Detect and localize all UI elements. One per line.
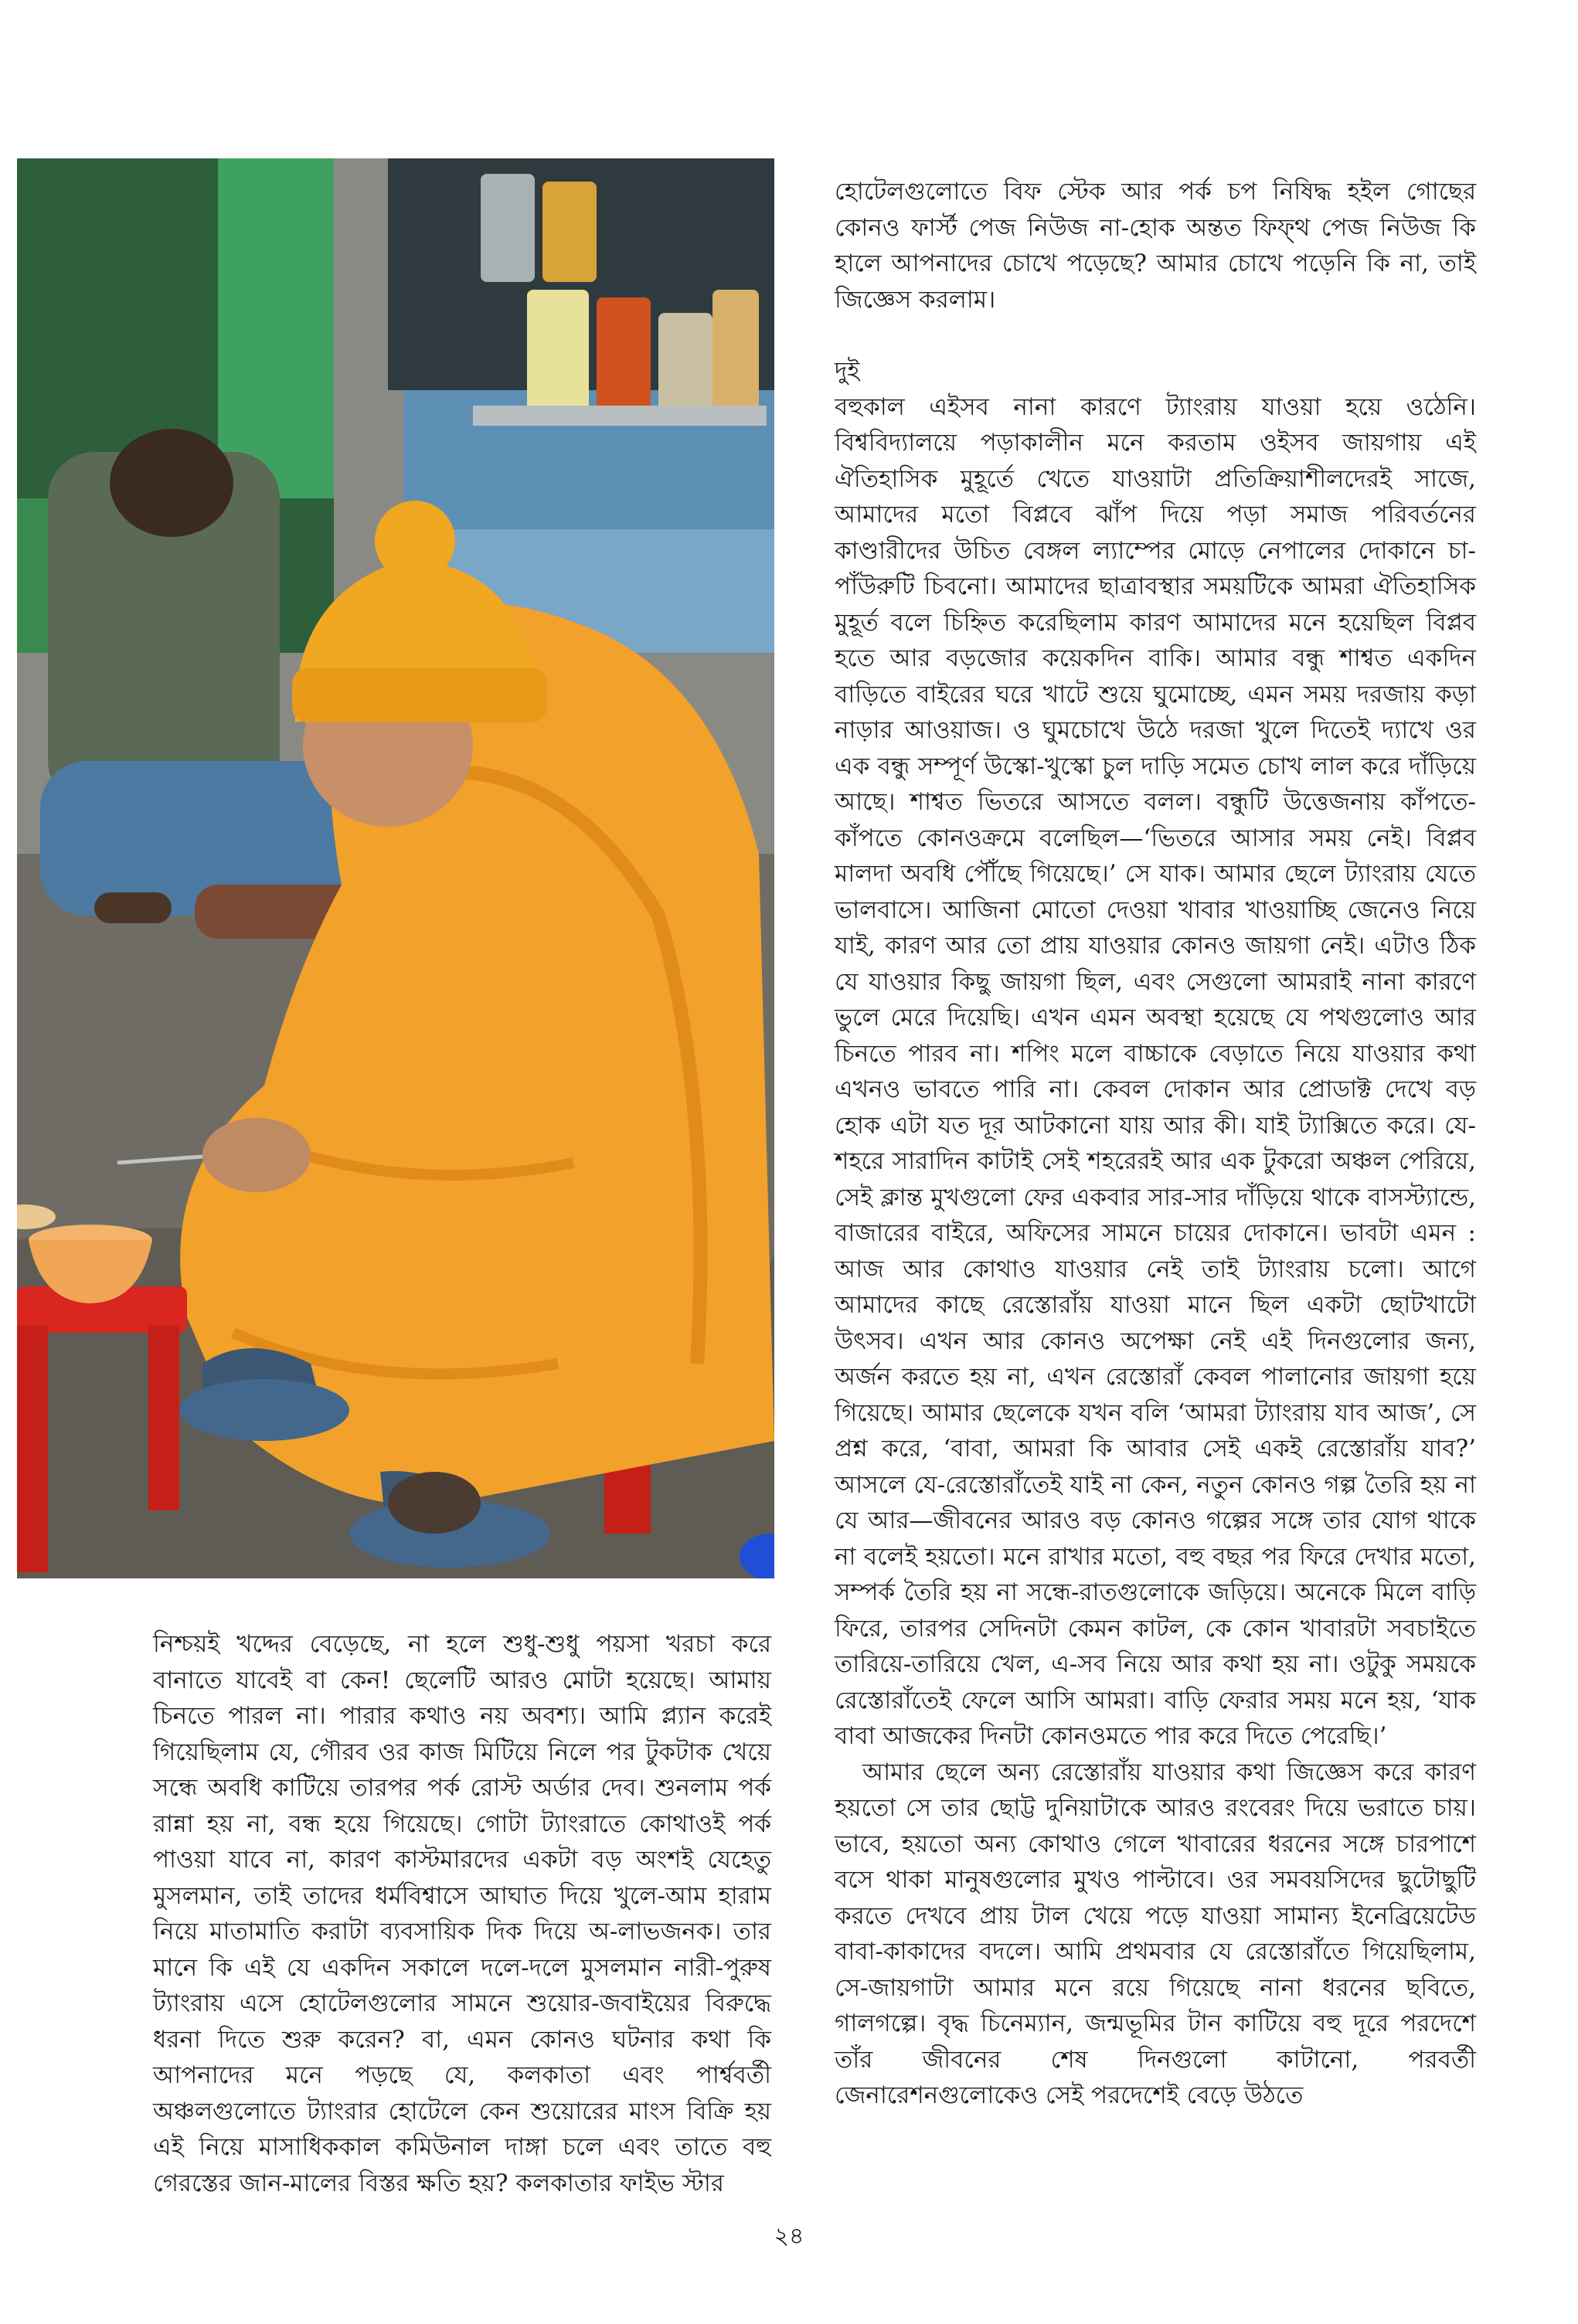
street-monk-photo: [17, 158, 774, 1578]
body-paragraph: আমার ছেলে অন্য রেস্তোরাঁয় যাওয়ার কথা জিজ্ঞেস করে কারণ হয়তো সে তার ছোট্ট দুনিয়াটাকে আরও রংবেরং দিয়ে ভরাতে চায়। ভাবে, হয়তো অন্য কোথাও গেলে খাবারের ধরনের সঙ্গে চারপাশে বসে থাকা মানুষগুলোর মুখও পাল্টাবে। ওর সমবয়সিদের ছুটোছুটি করতে দেখবে প্রায় টাল খেয়ে পড়ে যাওয়া সামান্য ইনেব্রিয়েটেড বাবা-কাকাদের বদলে। আমি প্রথমবার যে রেস্তোরাঁতে গিয়েছিলাম, সে-জায়গাটা আমার মনে রয়ে গিয়েছে নানা ধরনের ছবিতে, গালগল্পে। বৃদ্ধ চিনেম্যান, জন্মভূমির টান কাটিয়ে বহু দূরে পরদেশে তাঁর জীবনের শেষ দিনগুলো কাটানো, পরবর্তী জেনারেশনগুলোকেও সেই পরদেশেই বেড়ে উঠতে: [835, 1758, 1476, 2109]
page-number: ২৪: [774, 2223, 804, 2250]
section-spacer: [835, 318, 1476, 353]
photo-illustration: [17, 158, 774, 1578]
body-paragraph: নিশ্চয়ই খদ্দের বেড়েছে, না হলে শুধু-শুধু পয়সা খরচা করে বানাতে যাবেই বা কেন! ছেলেটি আরও মোটা হয়েছে। আমায় চিনতে পারল না। পারার কথাও নয় অবশ্য। আমি প্ল্যান করেই গিয়েছিলাম যে, গৌরব ওর কাজ মিটিয়ে নিলে পর টুকটাক খেয়ে সন্ধে অবধি কাটিয়ে তারপর পর্ক রোস্ট অর্ডার দেব। শুনলাম পর্ক রান্না হয় না, বন্ধ হয়ে গিয়েছে। গোটা ট্যাংরাতে কোথাওই পর্ক পাওয়া যাবে না, কারণ কাস্টমারদের একটা বড় অংশই যেহেতু মুসলমান, তাই তাদের ধর্মবিশ্বাসে আঘাত দিয়ে খুলে-আম হারাম নিয়ে মাতামাতি করাটা ব্যবসায়িক দিক দিয়ে অ-লাভজনক। তার মানে কি এই যে একদিন সকালে দলে-দলে মুসলমান নারী-পুরুষ ট্যাংরায় এসে হোটেলগুলোর সামনে শুয়োর-জবাইয়ের বিরুদ্ধে ধরনা দিতে শুরু করেন? বা, এমন কোনও ঘটনার কথা কি আপনাদের মনে পড়ছে যে, কলকাতা এবং পার্শ্ববর্তী অঞ্চলগুলোতে ট্যাংরার হোটেলে কেন শুয়োরের মাংস বিক্রি হয় এই নিয়ে মাসাধিককাল কমিউনাল দাঙ্গা চলে এবং তাতে বহু গেরস্তের জান-মালের বিস্তর ক্ষতি হয়? কলকাতার ফাইভ স্টার: [153, 1630, 771, 2197]
body-paragraph: বহুকাল এইসব নানা কারণে ট্যাংরায় যাওয়া হয়ে ওঠেনি। বিশ্ববিদ্যালয়ে পড়াকালীন মনে করতাম ওইসব জায়গায় এই ঐতিহাসিক মুহূর্তে খেতে যাওয়াটা প্রতিক্রিয়াশীলদেরই সাজে, আমাদের মতো বিপ্লবে ঝাঁপ দিয়ে পড়া সমাজ পরিবর্তনের কাণ্ডারীদের উচিত বেঙ্গল ল্যাম্পের মোড়ে নেপালের দোকানে চা-পাঁউরুটি চিবনো। আমাদের ছাত্রাবস্থার সময়টিকে আমরা ঐতিহাসিক মুহূর্ত বলে চিহ্নিত করেছিলাম কারণ আমাদের মনে হয়েছিল বিপ্লব হতে আর বড়জোর কয়েকদিন বাকি। আমার বন্ধু শাশ্বত একদিন বাড়িতে বাইরের ঘরে খাটে শুয়ে ঘুমোচ্ছে, এমন সময় দরজায় কড়া নাড়ার আওয়াজ। ও ঘুমচোখে উঠে দরজা খুলে দিতেই দ্যাখে ওর এক বন্ধু সম্পূর্ণ উস্কো-খুস্কো চুল দাড়ি সমেত চোখ লাল করে দাঁড়িয়ে আছে। শাশ্বত ভিতরে আসতে বলল। বন্ধুটি উত্তেজনায় কাঁপতে-কাঁপতে কোনওক্রমে বলেছিল—‘ভিতরে আসার সময় নেই। বিপ্লব মালদা অবধি পৌঁছে গিয়েছে।’ সে যাক। আমার ছেলে ট্যাংরায় যেতে ভালবাসে। আজিনা মোতো দেওয়া খাবার খাওয়াচ্ছি জেনেও নিয়ে যাই, কারণ আর তো প্রায় যাওয়ার কোনও জায়গা নেই। এটাও ঠিক যে যাওয়ার কিছু জায়গা ছিল, এবং সেগুলো আমরাই নানা কারণে ভুলে মেরে দিয়েছি। এখন এমন অবস্থা হয়েছে যে পথগুলোও আর চিনতে পারব না। শপিং মলে বাচ্চাকে বেড়াতে নিয়ে যাওয়ার কথা এখনও ভাবতে পারি না। কেবল দোকান আর প্রোডাক্ট দেখে বড় হোক এটা যত দূর আটকানো যায় আর কী। যাই ট্যাক্সিতে করে। যে-শহরে সারাদিন কাটাই সেই শহরেরই আর এক টুকরো অঞ্চল পেরিয়ে, সেই ক্লান্ত মুখগুলো ফের একবার সার-সার দাঁড়িয়ে থাকে বাসস্ট্যান্ডে, বাজারের বাইরে, অফিসের সামনে চায়ের দোকানে। ভাবটা এমন : আজ আর কোথাও যাওয়ার নেই তাই ট্যাংরায় চলো। আগে আমাদের কাছে রেস্তোরাঁয় যাওয়া মানে ছিল একটা ছোটখাটো উৎসব। এখন আর কোনও অপেক্ষা নেই এই দিনগুলোর জন্য, অর্জন করতে হয় না, এখন রেস্তোরাঁ কেবল পালানোর জায়গা হয়ে গিয়েছে। আমার ছেলেকে যখন বলি ‘আমরা ট্যাংরায় যাব আজ’, সে প্রশ্ন করে, ‘বাবা, আমরা কি আবার সেই একই রেস্তোরাঁয় যাব?’ আসলে যে-রেস্তোরাঁতেই যাই না কেন, নতুন কোনও গল্প তৈরি হয় না যে আর—জীবনের আরও বড় কোনও গল্পের সঙ্গে তার যোগ থাকে না বলেই হয়তো। মনে রাখার মতো, বহু বছর পর ফিরে দেখার মতো, সম্পর্ক তৈরি হয় না সন্ধে-রাতগুলোকে জড়িয়ে। অনেকে মিলে বাড়ি ফিরে, তারপর সেদিনটা কেমন কাটল, কে কোন খাবারটা সবচাইতে তারিয়ে-তারিয়ে খেল, এ-সব নিয়ে আর কথা হয় না। ওটুকু সময়কে রেস্তোরাঁতেই ফেলে আসি আমরা। বাড়ি ফেরার সময় মনে হয়, ‘যাক বাবা আজকের দিনটা কোনওমতে পার করে দিতে পেরেছি।’: [835, 392, 1476, 1750]
section-heading: দুই: [835, 357, 860, 385]
left-text-column: [153, 1626, 771, 2201]
paragraph-continuation: হোটেলগুলোতে বিফ স্টেক আর পর্ক চপ নিষিদ্ধ হইল গোছের কোনও ফার্স্ট পেজ নিউজ না-হোক অন্তত ফিফ্থ পেজ নিউজ কি হালে আপনাদের চোখে পড়েছে? আমার চোখে পড়েনি কি না, তাই জিজ্ঞেস করলাম।: [835, 178, 1476, 314]
right-text-column: [835, 174, 1476, 2114]
